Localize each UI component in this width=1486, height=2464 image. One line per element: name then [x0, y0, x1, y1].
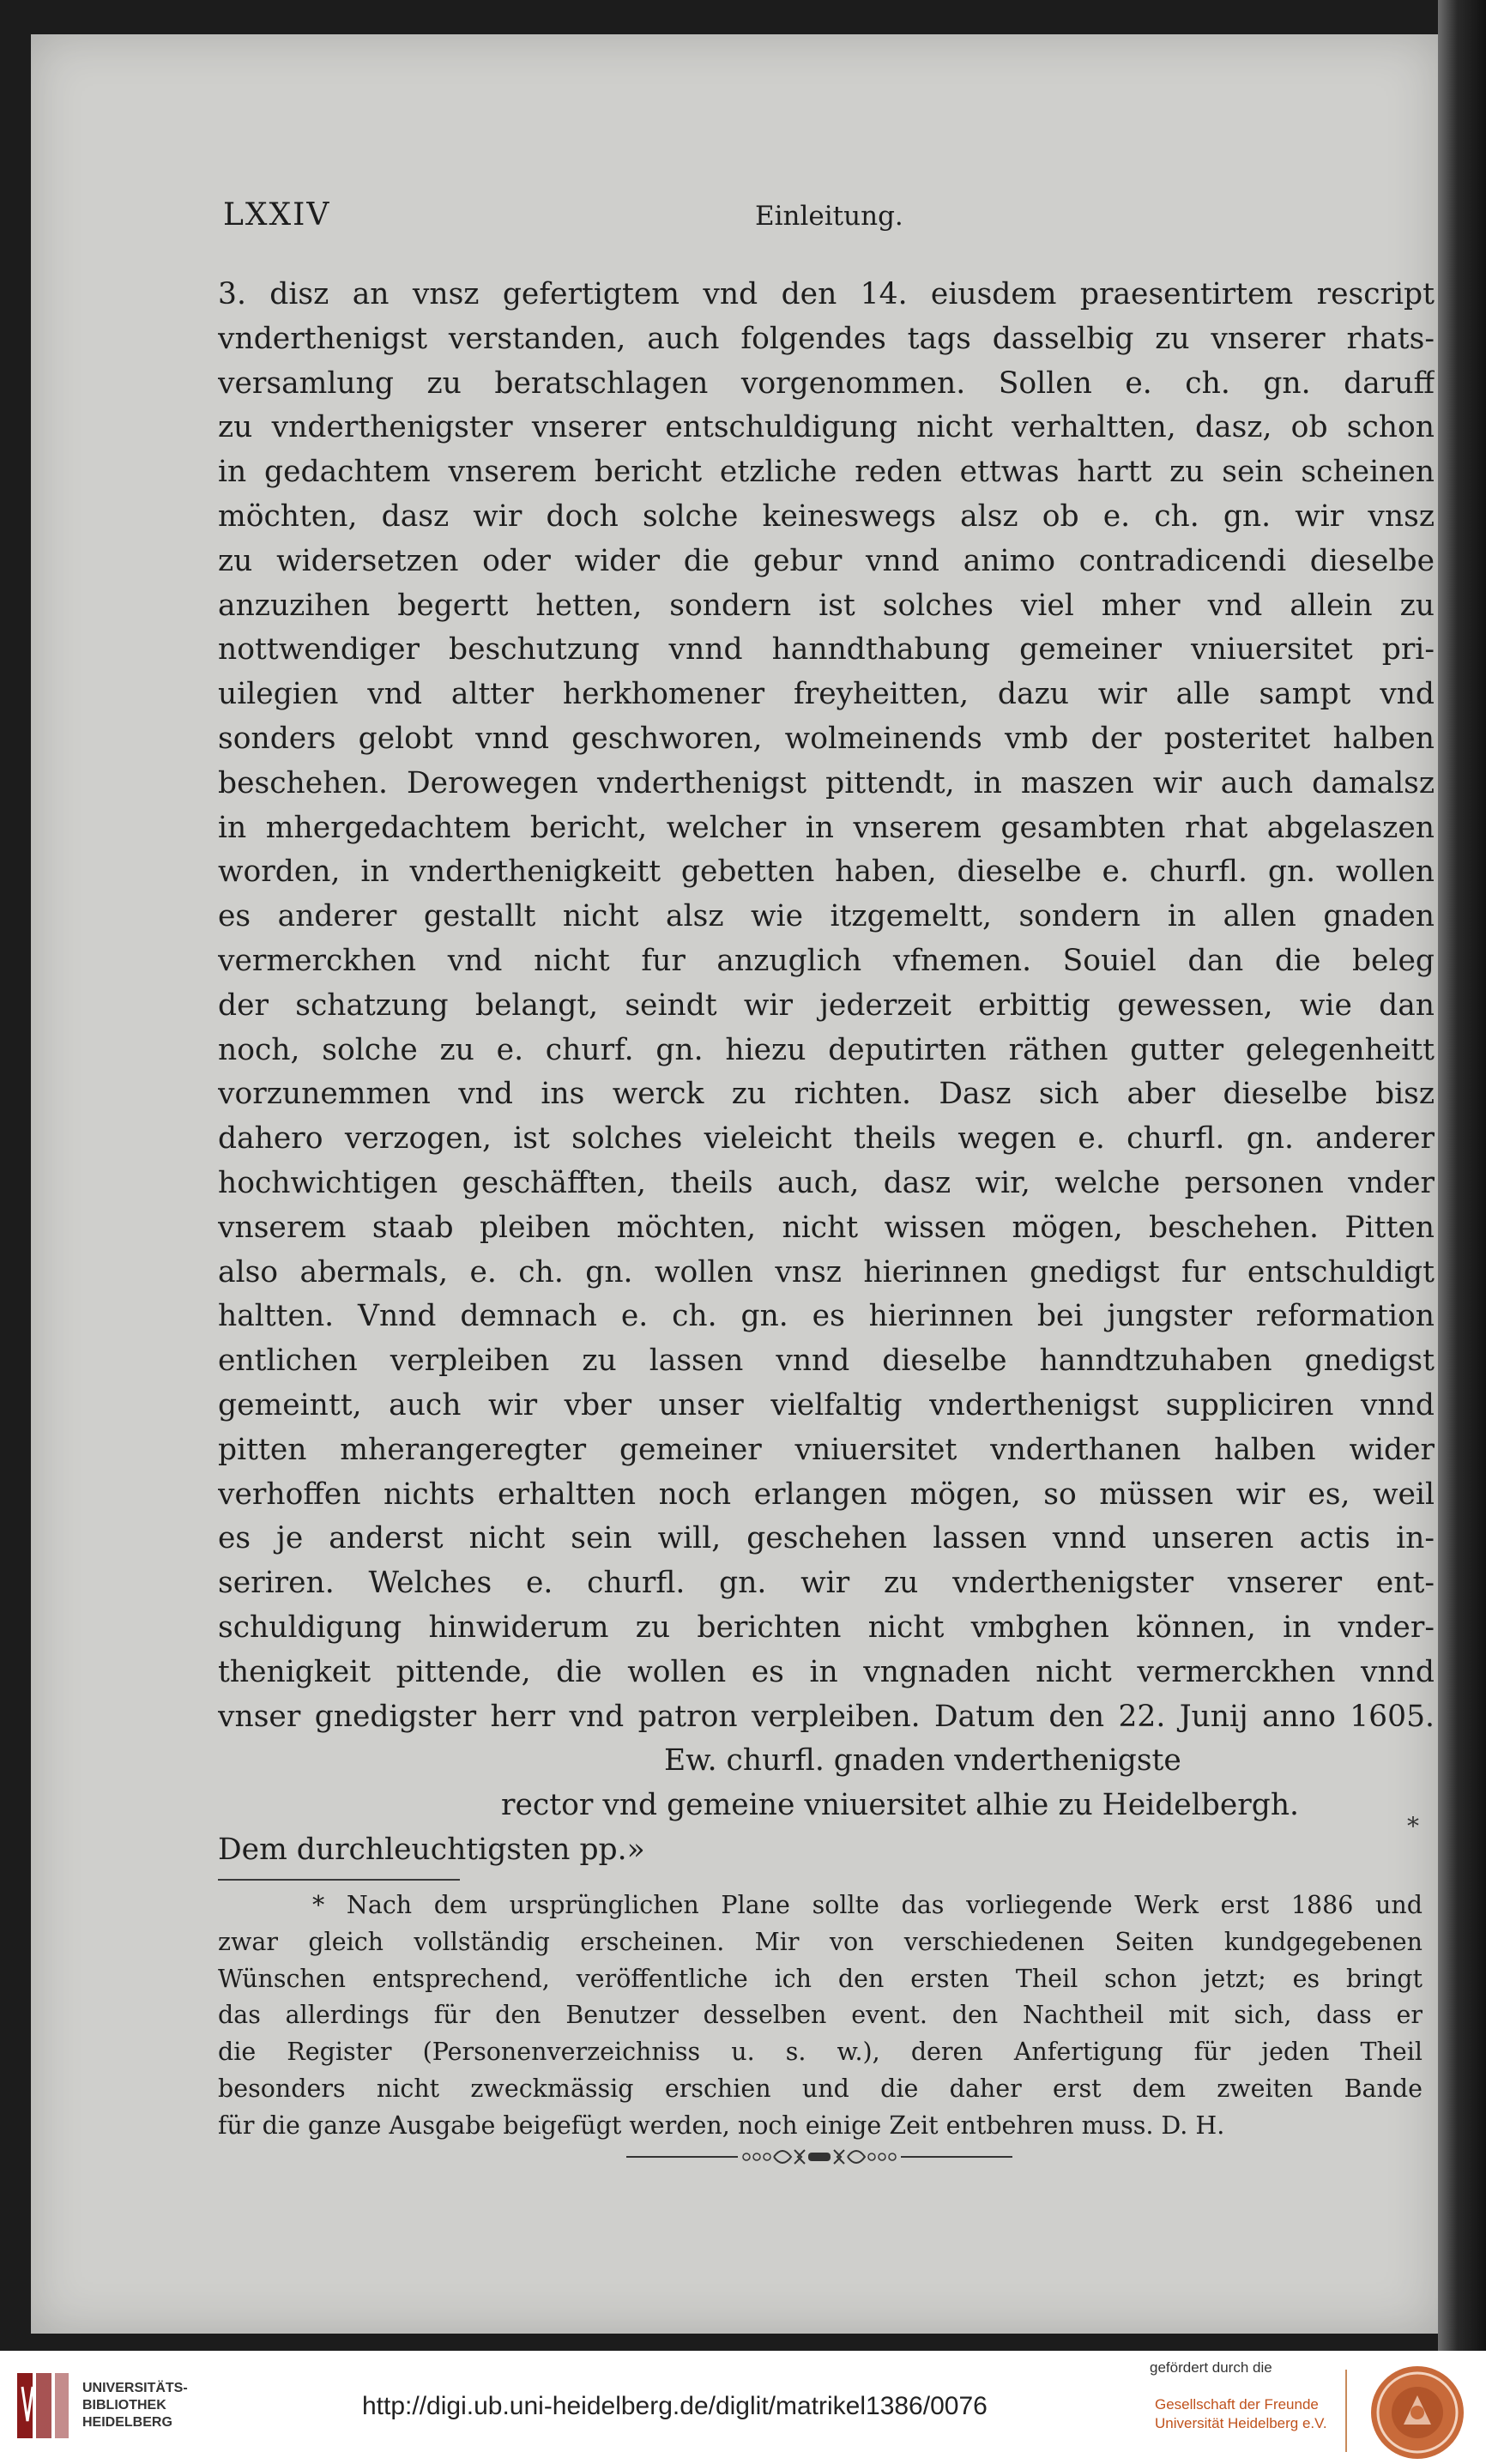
- footnote-line: * Nach dem ursprünglichen Plane sollte das vorliegende Werk erst 1886 und: [312, 1891, 1423, 1919]
- body-line: also abermals, e. ch. gn. wollen vnsz hierinnen gnedigst fur entschuldigt: [218, 1254, 1435, 1289]
- footnote-line: Wünschen entsprechend, veröffentliche ich den ersten Theil schon jetzt; es bringt: [218, 1964, 1423, 1993]
- footnote: [218, 1887, 1423, 2145]
- body-line: hochwichtigen geschäfften, theils auch, dasz wir, welche personen vnder: [218, 1165, 1435, 1200]
- body-line: nottwendiger beschutzung vnnd hanndthabung gemeiner vniuersitet pri-: [218, 632, 1435, 667]
- footnote-line: für die ganze Ausgabe beigefügt werden, noch einige Zeit entbehren muss. D. H.: [218, 2111, 1225, 2140]
- body-line: thenigkeit pittende, die wollen es in vngnaden nicht vermerckhen vnnd: [218, 1654, 1435, 1689]
- body-line: zu widersetzen oder wider die gebur vnnd animo contradicendi dieselbe: [218, 543, 1435, 578]
- footnote-line: die Register (Personenverzeichniss u. s. w.), deren Anfertigung für jeden Theil: [218, 2038, 1423, 2067]
- footer-divider: [1345, 2370, 1347, 2452]
- body-line: noch, solche zu e. churf. gn. hiezu deputirten räthen gutter gelegenheitt: [218, 1032, 1435, 1067]
- library-logo-icon: [15, 2370, 70, 2442]
- body-text: [218, 273, 1435, 1873]
- body-line: es anderer gestallt nicht alsz wie itzgemeltt, sondern in allen gnaden: [218, 899, 1435, 934]
- closing-address: Dem durchleuchtigsten pp.»: [218, 1832, 645, 1867]
- sponsor-name: Gesellschaft der Freunde Universität Heidelberg e.V.: [1155, 2396, 1327, 2431]
- footnote-reference-mark: *: [1407, 1812, 1419, 1840]
- body-line: 3. disz an vnsz gefertigtem vnd den 14. eiusdem praesentirtem rescript: [218, 277, 1435, 311]
- footnote-line: zwar gleich vollständig erscheinen. Mir von verschiedenen Seiten kundgegebenen: [218, 1927, 1423, 1956]
- body-line: der schatzung belangt, seindt wir jederzeit erbittig gewessen, wie dan: [218, 987, 1435, 1023]
- closing-salutation: Ew. churfl. gnaden vnderthenigste: [664, 1743, 1181, 1779]
- body-line: es je anderst nicht sein will, geschehen lassen vnnd unseren actis in-: [218, 1521, 1435, 1556]
- body-line: gemeintt, auch wir vber unser vielfaltig vnderthenigst suppliciren vnnd: [218, 1387, 1435, 1422]
- body-line: vnderthenigst verstanden, auch folgendes tags dasselbig zu vnserer rhats-: [218, 321, 1435, 356]
- body-line: versamlung zu beratschlagen vorgenommen. Sollen e. ch. gn. daruff: [218, 365, 1435, 401]
- body-line: möchten, dasz wir doch solche keineswegs alsz ob e. ch. gn. wir vnsz: [218, 498, 1435, 534]
- body-line: haltten. Vnnd demnach e. ch. gn. es hierinnen bei jungster reformation: [218, 1299, 1435, 1334]
- permalink-url[interactable]: http://digi.ub.uni-heidelberg.de/diglit/matrikel1386/0076: [362, 2392, 988, 2420]
- closing-signatory: rector vnd gemeine vniuersitet alhie zu Heidelbergh.: [501, 1788, 1300, 1823]
- body-line: vnserem staab pleiben möchten, nicht wissen mögen, beschehen. Pitten: [218, 1210, 1435, 1245]
- viewer-footer: [0, 2351, 1486, 2464]
- library-name: UNIVERSITÄTS- BIBLIOTHEK HEIDELBERG: [82, 2381, 188, 2430]
- body-line: in gedachtem vnserem bericht etzliche reden ettwas hartt zu sein scheinen: [218, 455, 1435, 490]
- body-line: zu vnderthenigster vnserer entschuldigung nicht verhaltten, dasz, ob schon: [218, 410, 1435, 445]
- body-line: in mhergedachtem bericht, welcher in vnserem gesambten rhat abgelaszen: [218, 810, 1435, 845]
- page-folio: LXXIV: [223, 197, 331, 233]
- body-line: seriren. Welches e. churfl. gn. wir zu vnderthenigster vnserer ent-: [218, 1566, 1435, 1601]
- book-binding-edge: [1438, 0, 1486, 2351]
- footnote-rule: [218, 1879, 460, 1881]
- university-seal-icon: [1369, 2364, 1465, 2461]
- body-line: pitten mherangeregter gemeiner vniuersitet vnderthanen halben wider: [218, 1432, 1435, 1467]
- body-line: entlichen verpleiben zu lassen vnnd dieselbe hanndtzuhaben gnedigst: [218, 1344, 1435, 1379]
- body-line: beschehen. Derowegen vnderthenigst pittendt, in maszen wir auch damalsz: [218, 765, 1435, 800]
- body-line: vnser gnedigster herr vnd patron verpleiben. Datum den 22. Junij anno 1605.: [218, 1699, 1435, 1734]
- sponsor-label: gefördert durch die: [1150, 2359, 1272, 2376]
- ornament-divider-icon: [626, 2140, 1012, 2174]
- body-line: anzuzihen begertt hetten, sondern ist solches viel mher vnd allein zu: [218, 588, 1435, 623]
- body-line: sonders gelobt vnnd geschworen, wolmeinends vmb der posteritet halben: [218, 721, 1435, 756]
- body-line: uilegien vnd altter herkhomener freyheitten, dazu wir alle sampt vnd: [218, 677, 1435, 712]
- body-line: worden, in vnderthenigkeitt gebetten haben, dieselbe e. churfl. gn. wollen: [218, 855, 1435, 890]
- body-line: vorzunemmen vnd ins werck zu richten. Dasz sich aber dieselbe bisz: [218, 1077, 1435, 1112]
- running-head-title: Einleitung.: [755, 201, 903, 232]
- body-line: verhoffen nichts erhaltten noch erlangen mögen, so müssen wir es, weil: [218, 1477, 1435, 1512]
- footnote-line: besonders nicht zweckmässig erschien und die daher erst dem zweiten Bande: [218, 2074, 1423, 2103]
- body-line: vermerckhen vnd nicht fur anzuglich vfnemen. Souiel dan die beleg: [218, 943, 1435, 978]
- footnote-line: das allerdings für den Benutzer desselben event. den Nachtheil mit sich, dass er: [218, 2001, 1423, 2030]
- body-line: dahero verzogen, ist solches vieleicht theils wegen e. churfl. gn. anderer: [218, 1121, 1435, 1157]
- body-line: schuldigung hinwiderum zu berichten nicht vmbghen können, in vnder-: [218, 1609, 1435, 1645]
